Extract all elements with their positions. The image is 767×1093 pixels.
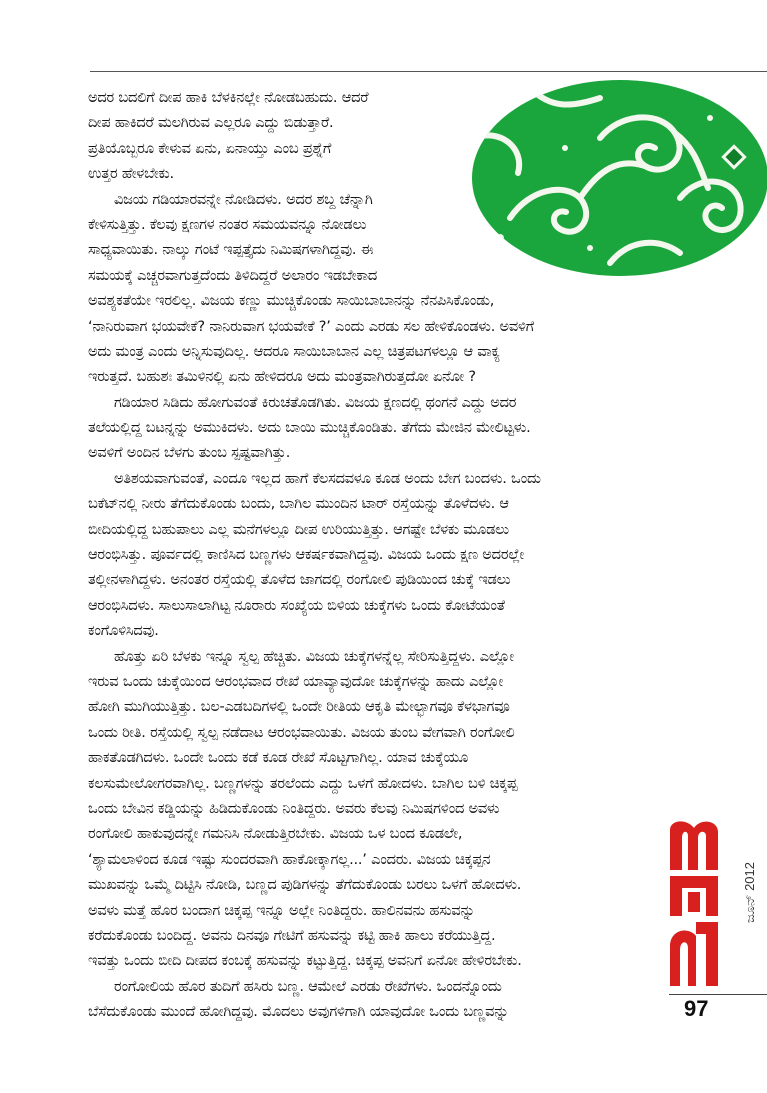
article-line: ಸಮಯಕ್ಕೆ ಎಚ್ಚರವಾಗುತ್ತದೆಂದು ತಿಳಿದಿದ್ದರೆ ಅಲಾರಂ ಇಡಬೇಕಾದ	[88, 267, 377, 284]
footer-rule	[669, 994, 767, 995]
article-line: ‘ನಾನಿರುವಾಗ ಭಯವೇಕೆ? ನಾನಿರುವಾಗ ಭಯವೇಕೆ ?’ ಎಂದು ಎರಡು ಸಲ ಹೇಳಿಕೊಂಡಳು. ಅವಳಿಗೆ	[88, 318, 534, 335]
article-line: ಸಾಧ್ಯವಾಯಿತು. ನಾಲ್ಕು ಗಂಟೆ ಇಪ್ಪತ್ತೈದು ನಿಮಿಷಗಳಾಗಿದ್ದವು. ಈ	[88, 242, 374, 259]
article-line: ಅವಳು ಮತ್ತೆ ಹೊರ ಬಂದಾಗ ಚಿಕ್ಕಪ್ಪ ಇನ್ನೂ ಅಲ್ಲೇ ನಿಂತಿದ್ದರು. ಹಾಲಿನವನು ಹಸುವನ್ನು	[88, 902, 475, 919]
article-line: ಒಂದು ಬೇವಿನ ಕಡ್ಡಿಯನ್ನು ಹಿಡಿದುಕೊಂಡು ನಿಂತಿದ್ದರು. ಅವರು ಕೆಲವು ನಿಮಿಷಗಳಿಂದ ಅವಳು	[88, 800, 500, 817]
article-line: ಗಡಿಯಾರ ಸಿಡಿದು ಹೋಗುವಂತೆ ಕಿರುಚತೊಡಗಿತು. ವಿಜಯ ಕ್ಷಣದಲ್ಲಿ ಥಂಗನೆ ಎದ್ದು ಅದರ	[114, 394, 517, 411]
article-line: ಬೀದಿಯಲ್ಲಿದ್ದ ಬಹುಪಾಲು ಎಲ್ಲ ಮನೆಗಳಲ್ಲೂ ದೀಪ ಉರಿಯುತ್ತಿತ್ತು. ಆಗಷ್ಟೇ ಬೆಳಕು ಮೂಡಲು	[88, 521, 509, 538]
article-line: ಅತಿಶಯವಾಗುವಂತೆ, ಎಂದೂ ಇಲ್ಲದ ಹಾಗೆ ಕೆಲಸದವಳೂ ಕೂಡ ಅಂದು ಬೇಗ ಬಂದಳು. ಒಂದು	[114, 470, 541, 487]
article-line: ಅವಳಿಗೆ ಅಂದಿನ ಬೆಳಗು ತುಂಬ ಸ್ಪಷ್ಟವಾಗಿತ್ತು.	[88, 445, 291, 462]
article-line: ಅವಶ್ಯಕತೆಯೇ ಇರಲಿಲ್ಲ. ವಿಜಯ ಕಣ್ಣು ಮುಚ್ಚಿಕೊಂಡು ಸಾಯಿಬಾಬಾನನ್ನು ನೆನಪಿಸಿಕೊಂಡು,	[88, 293, 495, 310]
article-line: ಇವತ್ತು ಒಂದು ಬೀದಿ ದೀಪದ ಕಂಬಕ್ಕೆ ಹಸುವನ್ನು ಕಟ್ಟುತ್ತಿದ್ದ. ಚಿಕ್ಕಪ್ಪ ಅವನಿಗೆ ಏನೋ ಹೇಳಿರಬೇಕು.	[88, 953, 522, 970]
article-line: ಉತ್ತರ ಹೇಳಬೇಕು.	[88, 166, 174, 183]
article-line: ಕಂಗೊಳಿಸಿದವು.	[88, 623, 159, 640]
article-line: ಬಕೆಟ್‌ನಲ್ಲಿ ನೀರು ತೆಗೆದುಕೊಂಡು ಬಂದು, ಬಾಗಿಲ ಮುಂದಿನ ಟಾರ್ ರಸ್ತೆಯನ್ನು ತೊಳೆದಳು. ಆ	[88, 496, 509, 513]
article-line: ಅದರ ಬದಲಿಗೆ ದೀಪ ಹಾಕಿ ಬೆಳಕಿನಲ್ಲೇ ನೋಡಬಹುದು. ಆದರೆ	[88, 90, 369, 106]
article-line: ‘ಶ್ಯಾಮಲಾಳಿಂದ ಕೂಡ ಇಷ್ಟು ಸುಂದರವಾಗಿ ಹಾಕೋಕ್ಕಾಗಲ್ಲ...’ ಎಂದರು. ವಿಜಯ ಚಿಕ್ಕಪ್ಪನ	[88, 851, 491, 868]
top-rule	[90, 71, 767, 72]
article-line: ಹೊತ್ತು ಏರಿ ಬೆಳಕು ಇನ್ನೂ ಸ್ವಲ್ಪ ಹೆಚ್ಚಿತು. ವಿಜಯ ಚುಕ್ಕೆಗಳನ್ನೆಲ್ಲ ಸೇರಿಸುತ್ತಿದ್ದಳು. ಎಲ್ಲೋ	[114, 648, 514, 665]
article-line: ತಲೆಯಲ್ಲಿದ್ದ ಬಟನ್ನನ್ನು ಅಮುಕಿದಳು. ಅದು ಬಾಯಿ ಮುಚ್ಚಿಕೊಂಡಿತು. ತೆಗೆದು ಮೇಜಿನ ಮೇಲಿಟ್ಟಳು.	[88, 420, 531, 437]
article-line: ಪ್ರತಿಯೊಬ್ಬರೂ ಕೇಳುವ ಏನು, ಏನಾಯ್ತು ಎಂಬ ಪ್ರಶ್ನೆಗೆ	[88, 140, 332, 157]
article-line: ದೀಪ ಹಾಕಿದರೆ ಮಲಗಿರುವ ಎಲ್ಲರೂ ಎದ್ದು ಬಿಡುತ್ತಾರೆ.	[88, 115, 334, 132]
article-line: ಒಂದು ರೀತಿ. ರಸ್ತೆಯಲ್ಲಿ ಸ್ವಲ್ಪ ನಡೆದಾಟ ಆರಂಭವಾಯಿತು. ವಿಜಯ ತುಂಬ ವೇಗವಾಗಿ ರಂಗೋಲಿ	[88, 724, 515, 741]
article-line: ಇರುವ ಒಂದು ಚುಕ್ಕೆಯಿಂದ ಆರಂಭವಾದ ರೇಖೆ ಯಾವ್ಯಾವುದೋ ಚುಕ್ಕೆಗಳನ್ನು ಹಾದು ಎಲ್ಲೋ	[88, 673, 504, 690]
issue-date: ಜೂನ್ 2012	[742, 861, 757, 923]
article-line: ರಂಗೋಲಿ ಹಾಕುವುದನ್ನೇ ಗಮನಿಸಿ ನೋಡುತ್ತಿರಬೇಕು. ವಿಜಯ ಒಳ ಬಂದ ಕೂಡಲೇ,	[88, 826, 463, 843]
article-line: ಹೋಗಿ ಮುಗಿಯುತ್ತಿತ್ತು. ಬಲ-ಎಡಬದಿಗಳಲ್ಲಿ ಒಂದೇ ರೀತಿಯ ಆಕೃತಿ ಮೇಲ್ಭಾಗವೂ ಕೆಳಭಾಗವೂ	[88, 699, 510, 716]
page-number: 97	[684, 996, 709, 1021]
article-line: ಕರೆದುಕೊಂಡು ಬಂದಿದ್ದ. ಅವನು ದಿನವೂ ಗೇಟಿಗೆ ಹಸುವನ್ನು ಕಟ್ಟಿ ಹಾಕಿ ಹಾಲು ಕರೆಯುತ್ತಿದ್ದ.	[88, 927, 496, 944]
article-body	[88, 86, 664, 1025]
article-line: ಇರುತ್ತದೆ. ಬಹುಶಃ ತಮಿಳಿನಲ್ಲಿ ಏನು ಹೇಳಿದರೂ ಅದು ಮಂತ್ರವಾಗಿರುತ್ತದೋ ಏನೋ ?	[88, 369, 476, 386]
article-line: ಮುಖವನ್ನು ಒಮ್ಮೆ ದಿಟ್ಟಿಸಿ ನೋಡಿ, ಬಣ್ಣದ ಪುಡಿಗಳನ್ನು ತೆಗೆದುಕೊಂಡು ಬರಲು ಒಳಗೆ ಹೋದಳು.	[88, 877, 522, 894]
article-line: ಆರಂಭಿಸಿತ್ತು. ಪೂರ್ವದಲ್ಲಿ ಕಾಣಿಸಿದ ಬಣ್ಣಗಳು ಆಕರ್ಷಕವಾಗಿದ್ದವು. ವಿಜಯ ಒಂದು ಕ್ಷಣ ಅದರಲ್ಲೇ	[88, 547, 524, 564]
article-line: ವಿಜಯ ಗಡಿಯಾರವನ್ನೇ ನೋಡಿದಳು. ಅದರ ಶಬ್ದ ಚೆನ್ನಾಗಿ	[114, 191, 373, 208]
article-line: ಅದು ಮಂತ್ರ ಎಂದು ಅನ್ನಿಸುವುದಿಲ್ಲ. ಆದರೂ ಸಾಯಿಬಾಬಾನ ಎಲ್ಲ ಚಿತ್ರಪಟಗಳಲ್ಲೂ ಆ ವಾಕ್ಯ	[88, 343, 500, 360]
article-line: ಆರಂಭಿಸಿದಳು. ಸಾಲುಸಾಲಾಗಿಟ್ಟ ನೂರಾರು ಸಂಖ್ಯೆಯ ಬಿಳಿಯ ಚುಕ್ಕೆಗಳು ಒಂದು ಕೋಟೆಯಂತೆ	[88, 597, 505, 614]
article-line: ತಲ್ಲೀನಳಾಗಿದ್ದಳು. ಅನಂತರ ರಸ್ತೆಯಲ್ಲಿ ತೊಳೆದ ಜಾಗದಲ್ಲಿ ರಂಗೋಲಿ ಪುಡಿಯಿಂದ ಚುಕ್ಕೆ ಇಡಲು	[88, 572, 511, 589]
magazine-logo	[666, 818, 722, 988]
article-line: ಬೆಸೆದುಕೊಂಡು ಮುಂದೆ ಹೋಗಿದ್ದವು. ಮೊದಲು ಅವುಗಳಿಗಾಗಿ ಯಾವುದೋ ಒಂದು ಬಣ್ಣವನ್ನು	[88, 1004, 509, 1021]
article-line: ಕೇಳಿಸುತ್ತಿತ್ತು. ಕೆಲವು ಕ್ಷಣಗಳ ನಂತರ ಸಮಯವನ್ನೂ ನೋಡಲು	[88, 216, 367, 233]
article-line: ಕಲಸುಮೇಲೋಗರವಾಗಿಲ್ಲ. ಬಣ್ಣಗಳನ್ನು ತರಲೆಂದು ಎದ್ದು ಒಳಗೆ ಹೋದಳು. ಬಾಗಿಲ ಬಳಿ ಚಿಕ್ಕಪ್ಪ	[88, 775, 518, 792]
article-line: ಹಾಕತೊಡಗಿದಳು. ಒಂದೇ ಒಂದು ಕಡೆ ಕೂಡ ರೇಖೆ ಸೊಟ್ಟಗಾಗಿಲ್ಲ. ಯಾವ ಚುಕ್ಕೆಯೂ	[88, 750, 469, 767]
article-line: ರಂಗೋಲಿಯ ಹೊರ ತುದಿಗೆ ಹಸಿರು ಬಣ್ಣ. ಆಮೇಲೆ ಎರಡು ರೇಖೆಗಳು. ಒಂದನ್ನೊಂದು	[114, 978, 502, 995]
